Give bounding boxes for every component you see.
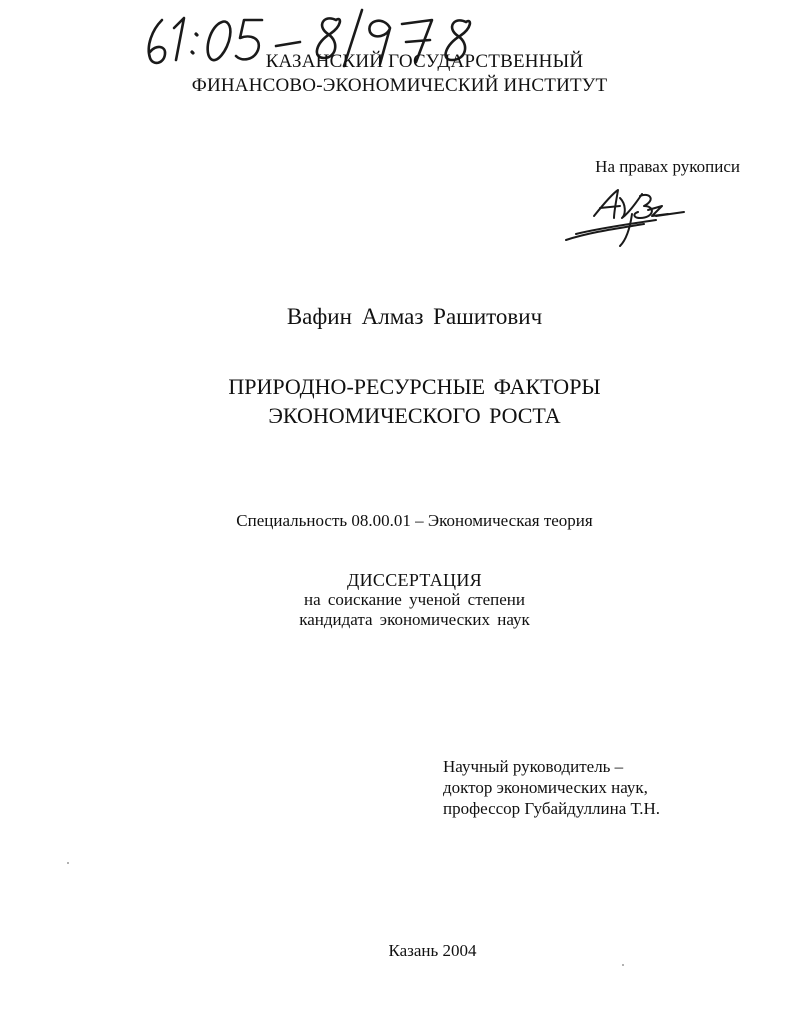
- rights-note: На правах рукописи: [595, 157, 740, 176]
- city-year: Казань 2004: [388, 941, 477, 960]
- supervisor-line-2: доктор экономических наук,: [443, 778, 648, 797]
- dissertation-degree-block: [0, 570, 799, 630]
- degree-line-1: на соискание ученой степени: [303, 590, 526, 609]
- author-name: Вафин Алмаз Рашитович: [286, 304, 543, 329]
- dissertation-title: [0, 372, 799, 430]
- author-signature: [560, 184, 690, 250]
- title-line-2: ЭКОНОМИЧЕСКОГО РОСТА: [268, 403, 561, 428]
- dissertation-label: ДИССЕРТАЦИЯ: [347, 570, 482, 590]
- institution-line-1: КАЗАНСКИЙ ГОСУДАРСТВЕННЫЙ: [265, 51, 584, 72]
- degree-line-2: кандидата экономических наук: [299, 610, 530, 629]
- institution-header: [0, 50, 799, 98]
- specialty: Специальность 08.00.01 – Экономическая теория: [236, 511, 593, 530]
- title-line-1: ПРИРОДНО-РЕСУРСНЫЕ ФАКТОРЫ: [228, 374, 601, 399]
- supervisor-line-1: Научный руководитель –: [443, 757, 624, 776]
- supervisor-block: [443, 756, 763, 819]
- institution-line-2: ФИНАНСОВО-ЭКОНОМИЧЕСКИЙ ИНСТИТУТ: [191, 75, 608, 96]
- scan-speck: [622, 964, 624, 966]
- supervisor-line-3: профессор Губайдуллина Т.Н.: [443, 799, 660, 818]
- scan-speck: [67, 862, 69, 864]
